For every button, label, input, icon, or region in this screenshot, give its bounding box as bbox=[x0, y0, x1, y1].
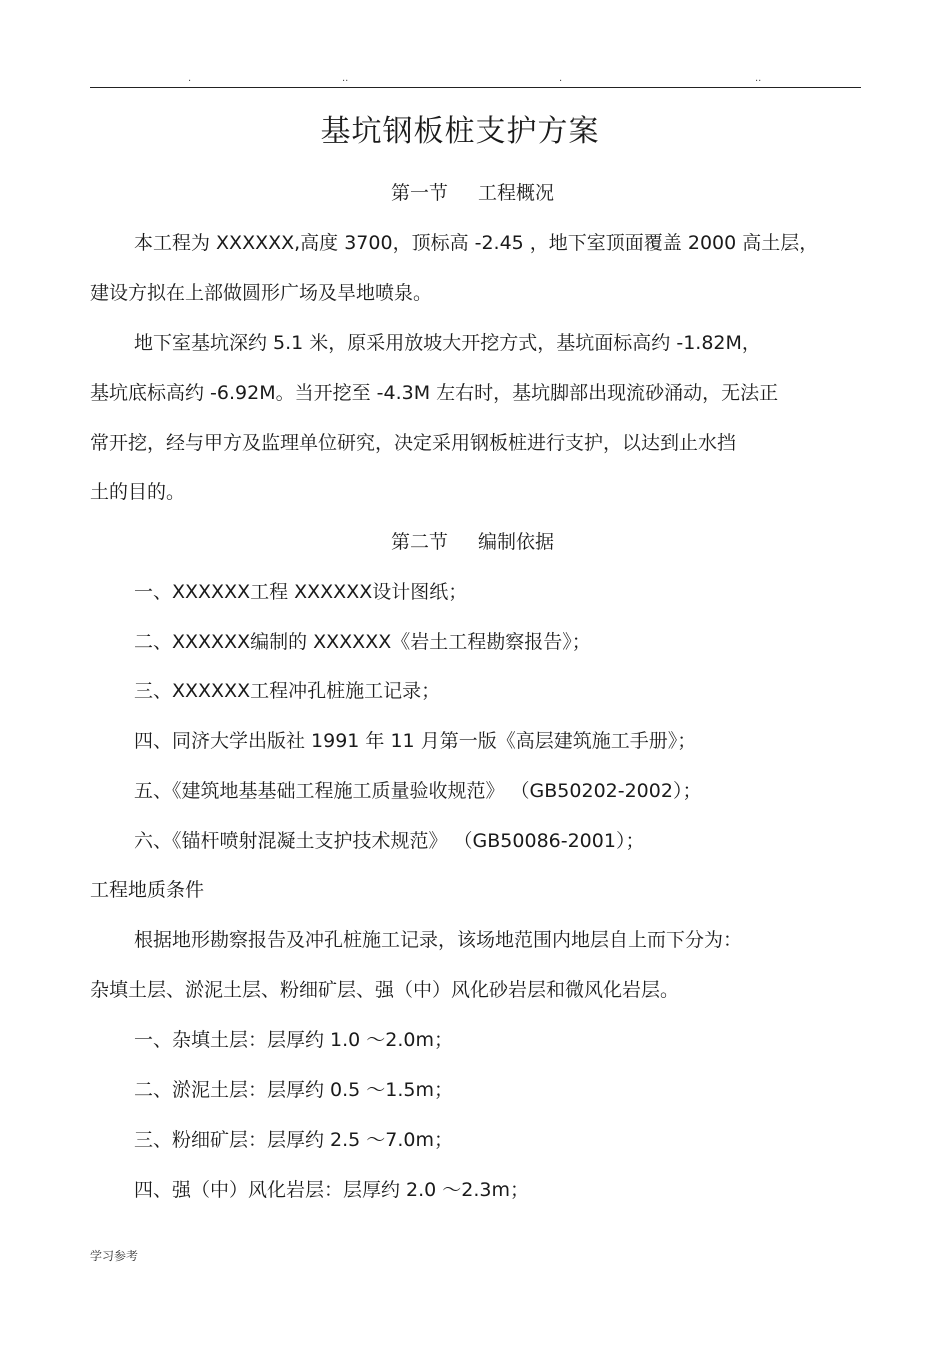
basis-item: 三、XXXXXX工程冲孔桩施工记录； bbox=[134, 680, 441, 702]
basis-item: 一、XXXXXX工程 XXXXXX设计图纸； bbox=[134, 581, 468, 603]
section-heading-overview bbox=[0, 179, 945, 207]
paragraph-line: 土的目的。 bbox=[90, 481, 186, 503]
paragraph-line: 杂填土层、淤泥土层、粉细矿层、强（中）风化砂岩层和微风化岩层。 bbox=[90, 979, 680, 1001]
header-dot: . bbox=[559, 73, 563, 84]
section-title: 编制依据 bbox=[478, 531, 555, 553]
paragraph-line: 本工程为 XXXXXX,高度 3700，顶标高 -2.45 ，地下室顶面覆盖 2000 高土层， bbox=[134, 232, 819, 254]
section-number: 第一节 bbox=[390, 182, 448, 204]
basis-item: 六、《锚杆喷射混凝土支护技术规范》 （GB50086-2001）； bbox=[134, 830, 645, 852]
paragraph-line: 建设方拟在上部做圆形广场及旱地喷泉。 bbox=[90, 282, 433, 304]
soil-layer-item: 一、杂填土层：层厚约 1.0 ～2.0m； bbox=[134, 1029, 454, 1051]
basis-item: 四、同济大学出版社 1991 年 11 月第一版《高层建筑施工手册》； bbox=[134, 730, 697, 752]
geology-heading: 工程地质条件 bbox=[90, 879, 205, 901]
header-dots bbox=[90, 72, 860, 86]
paragraph-line: 根据地形勘察报告及冲孔桩施工记录，该场地范围内地层自上而下分为： bbox=[134, 929, 743, 951]
section-number: 第二节 bbox=[390, 531, 448, 553]
soil-layer-item: 二、淤泥土层：层厚约 0.5 ～1.5m； bbox=[134, 1079, 454, 1101]
document-title: 基坑钢板桩支护方案 bbox=[320, 114, 600, 149]
soil-layer-item: 四、强（中）风化岩层：层厚约 2.0 ～2.3m； bbox=[134, 1179, 530, 1201]
header-dot: .. bbox=[755, 73, 762, 84]
paragraph-line: 基坑底标高约 -6.92M。当开挖至 -4.3M 左右时，基坑脚部出现流砂涌动，无法正 bbox=[90, 382, 779, 404]
basis-item: 二、XXXXXX编制的 XXXXXX《岩土工程勘察报告》； bbox=[134, 631, 591, 653]
paragraph-line: 地下室基坑深约 5.1 米，原采用放坡大开挖方式，基坑面标高约 -1.82M， bbox=[134, 332, 761, 354]
page-footer: 学习参考 bbox=[90, 1249, 139, 1263]
soil-layer-item: 三、粉细矿层：层厚约 2.5 ～7.0m； bbox=[134, 1129, 454, 1151]
basis-item: 五、《建筑地基基础工程施工质量验收规范》 （GB50202-2002）； bbox=[134, 780, 702, 802]
section-heading-basis bbox=[0, 528, 945, 556]
header-rule bbox=[90, 87, 861, 88]
header-dot: . bbox=[188, 73, 192, 84]
section-title: 工程概况 bbox=[478, 182, 555, 204]
paragraph-line: 常开挖，经与甲方及监理单位研究，决定采用钢板桩进行支护，以达到止水挡 bbox=[90, 432, 737, 454]
header-dot: .. bbox=[342, 73, 349, 84]
